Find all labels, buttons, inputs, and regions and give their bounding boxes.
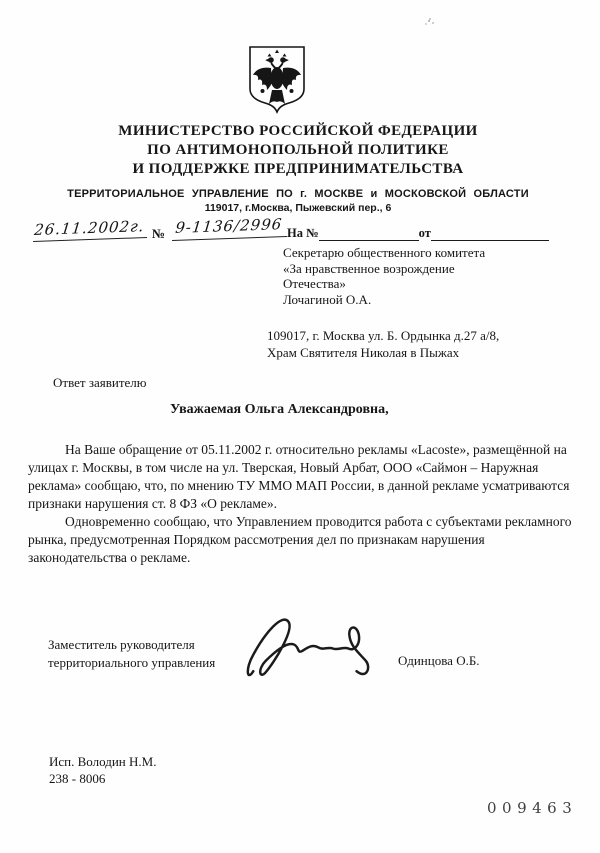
blank-line — [431, 228, 549, 241]
ministry-title-line3: И ПОДДЕРЖКЕ ПРЕДПРИНИМАТЕЛЬСТВА — [132, 161, 464, 177]
handwritten-signature — [245, 606, 400, 696]
registration-stamp-number: 009463 — [487, 799, 578, 817]
handwritten-outgoing-number: 9-1136/2996 — [172, 215, 289, 241]
ministry-title — [0, 122, 596, 179]
scan-noise-speck — [428, 20, 430, 22]
body-paragraph-1: На Ваше обращение от 05.11.2002 г. относительно рекламы «Lacoste», размещённой на улицах г. Москвы, в том числе на ул. Тверская, Новый Арбат, ООО «Саймон – Наружная реклама» сообщаю, что, по мнению ТУ ММО МАП России, в данной рекламе усматриваются признаки нарушения ст. 8 ФЗ «О рекламе». — [28, 442, 570, 511]
blank-line — [319, 228, 419, 241]
subject-line: Ответ заявителю — [53, 375, 147, 390]
recipient-line: Секретарю общественного комитета — [283, 245, 486, 260]
recipient-address-block — [267, 328, 499, 361]
from-label: от — [418, 226, 431, 240]
number-sign-label: № — [152, 226, 166, 241]
executor-line: Исп. Володин Н.М. — [49, 754, 157, 769]
reply-to-label: На № — [287, 226, 319, 240]
recipient-line: Отечества» — [283, 276, 346, 291]
signer-title-line1: Заместитель руководителя — [48, 637, 195, 652]
executor-phone: 238 - 8006 — [49, 771, 106, 786]
recipient-line: «За нравственное возрождение — [283, 260, 455, 276]
recipient-address-line: Храм Святителя Николая в Пыжах — [267, 344, 460, 360]
signer-name: Одинцова О.Б. — [398, 653, 480, 668]
letter-body — [28, 441, 581, 567]
signer-title-line2: территориального управления — [48, 654, 216, 670]
signer-title — [48, 636, 215, 671]
russian-coat-of-arms-icon — [246, 44, 308, 119]
recipient-address-line: 109017, г. Москва ул. Б. Ордынка д.27 а/8, — [267, 328, 500, 343]
salutation: Уважаемая Ольга Александровна, — [170, 402, 389, 417]
department-address-line: 119017, г.Москва, Пыжевский пер., 6 — [204, 202, 392, 214]
recipient-block — [283, 245, 485, 307]
body-paragraph-2: Одновременно сообщаю, что Управлением проводится работа с субъектами рекламного рынка, предусмотренная Порядком рассмотрения дел по признакам нарушения законодательства о рекламе. — [28, 514, 572, 565]
handwritten-date: 26.11.2002г. — [33, 217, 149, 242]
recipient-line: Лочагиной О.А. — [283, 291, 372, 307]
territorial-department-line: ТЕРРИТОРИАЛЬНОЕ УПРАВЛЕНИЕ ПО г. МОСКВЕ и МОСКОВСКОЙ ОБЛАСТИ — [67, 188, 529, 200]
ministry-title-line1: МИНИСТЕРСТВО РОССИЙСКОЙ ФЕДЕРАЦИИ — [118, 123, 478, 139]
incoming-reference-row — [287, 226, 549, 241]
ministry-title-line2: ПО АНТИМОНОПОЛЬНОЙ ПОЛИТИКЕ — [147, 142, 449, 158]
